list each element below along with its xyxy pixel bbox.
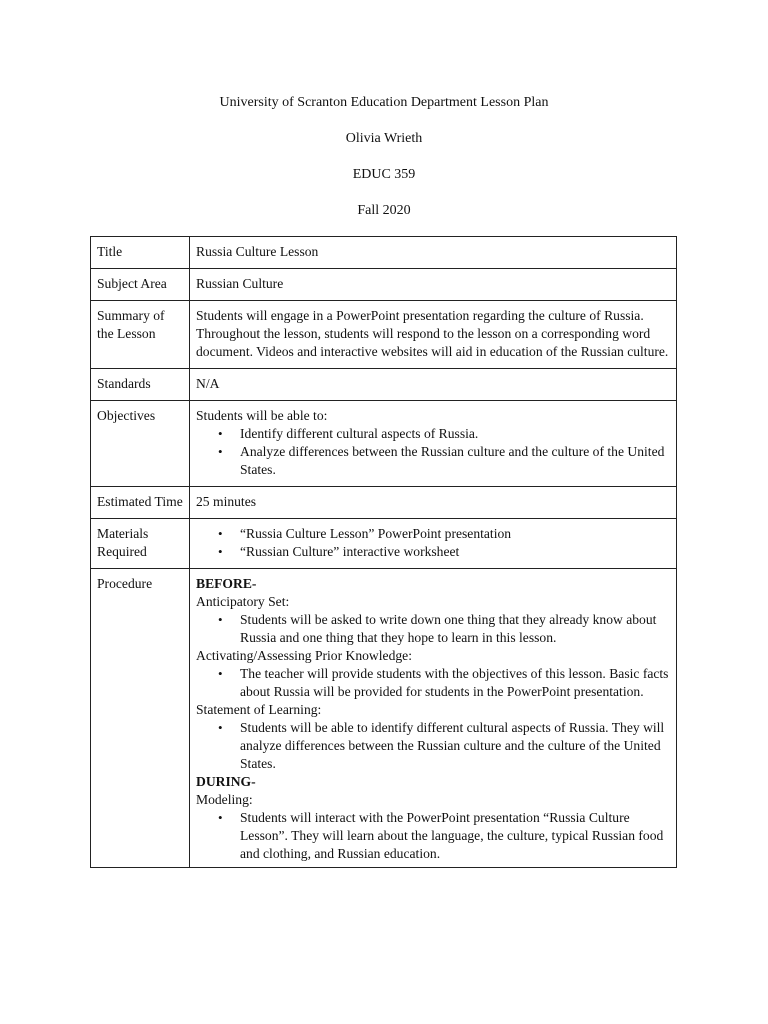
title-label: Title [91, 237, 190, 269]
procedure-cell [190, 569, 677, 868]
term: Fall 2020 [357, 203, 411, 218]
row-summary [91, 301, 677, 369]
list-item: • “Russia Culture Lesson” PowerPoint presentation [240, 525, 670, 543]
subject-area-label: Subject Area [91, 269, 190, 301]
list-item: • Identify different cultural aspects of Russia. [240, 425, 670, 443]
summary-label: Summary of the Lesson [91, 301, 190, 369]
objectives-label: Objectives [91, 401, 190, 487]
materials-list [196, 525, 670, 561]
materials-label: Materials Required [91, 519, 190, 569]
list-item: • The teacher will provide students with the objectives of this lesson. Basic facts about Russia will be provided for students in the PowerPoint presentation. [240, 665, 670, 701]
standards-value: N/A [190, 369, 677, 401]
estimated-time-label: Estimated Time [91, 487, 190, 519]
procedure-label: Procedure [91, 569, 190, 868]
modeling-heading: Modeling: [196, 792, 253, 807]
objectives-cell [190, 401, 677, 487]
statement-of-learning-heading: Statement of Learning: [196, 702, 322, 717]
row-objectives [91, 401, 677, 487]
lesson-plan-table [90, 236, 677, 868]
list-item: • Students will be asked to write down one thing that they already know about Russia and one thing that they hope to learn in this lesson. [240, 611, 670, 647]
author-name: Olivia Wrieth [345, 131, 423, 146]
course-code: EDUC 359 [352, 167, 416, 182]
list-item: • Students will be able to identify different cultural aspects of Russia. They will analyze differences between the Russian culture and the culture of the United States. [240, 719, 670, 773]
summary-value: Students will engage in a PowerPoint presentation regarding the culture of Russia. Throughout the lesson, students will respond to the lesson on a corresponding word document. Videos and interactive websites will aid in education of the Russian culture. [190, 301, 677, 369]
during-heading: DURING- [196, 774, 256, 789]
title-value: Russia Culture Lesson [190, 237, 677, 269]
list-item: • Analyze differences between the Russian culture and the culture of the United States. [240, 443, 670, 479]
materials-cell [190, 519, 677, 569]
institution-heading: University of Scranton Education Department Lesson Plan [219, 95, 549, 110]
row-materials [91, 519, 677, 569]
row-estimated-time [91, 487, 677, 519]
anticipatory-set-list [196, 611, 670, 647]
prior-knowledge-heading: Activating/Assessing Prior Knowledge: [196, 648, 412, 663]
row-title [91, 237, 677, 269]
row-subject-area [91, 269, 677, 301]
estimated-time-value: 25 minutes [190, 487, 677, 519]
anticipatory-set-heading: Anticipatory Set: [196, 594, 290, 609]
list-item: • “Russian Culture” interactive worksheet [240, 543, 670, 561]
standards-label: Standards [91, 369, 190, 401]
statement-of-learning-list [196, 719, 670, 773]
subject-area-value: Russian Culture [190, 269, 677, 301]
row-standards [91, 369, 677, 401]
objectives-list [196, 425, 670, 479]
prior-knowledge-list [196, 665, 670, 701]
row-procedure [91, 569, 677, 868]
before-heading: BEFORE- [196, 576, 257, 591]
modeling-list [196, 809, 670, 863]
list-item: • Students will interact with the PowerPoint presentation “Russia Culture Lesson”. They will learn about the language, the culture, typical Russian food and clothing, and Russian education. [240, 809, 670, 863]
objectives-intro: Students will be able to: [196, 408, 328, 423]
